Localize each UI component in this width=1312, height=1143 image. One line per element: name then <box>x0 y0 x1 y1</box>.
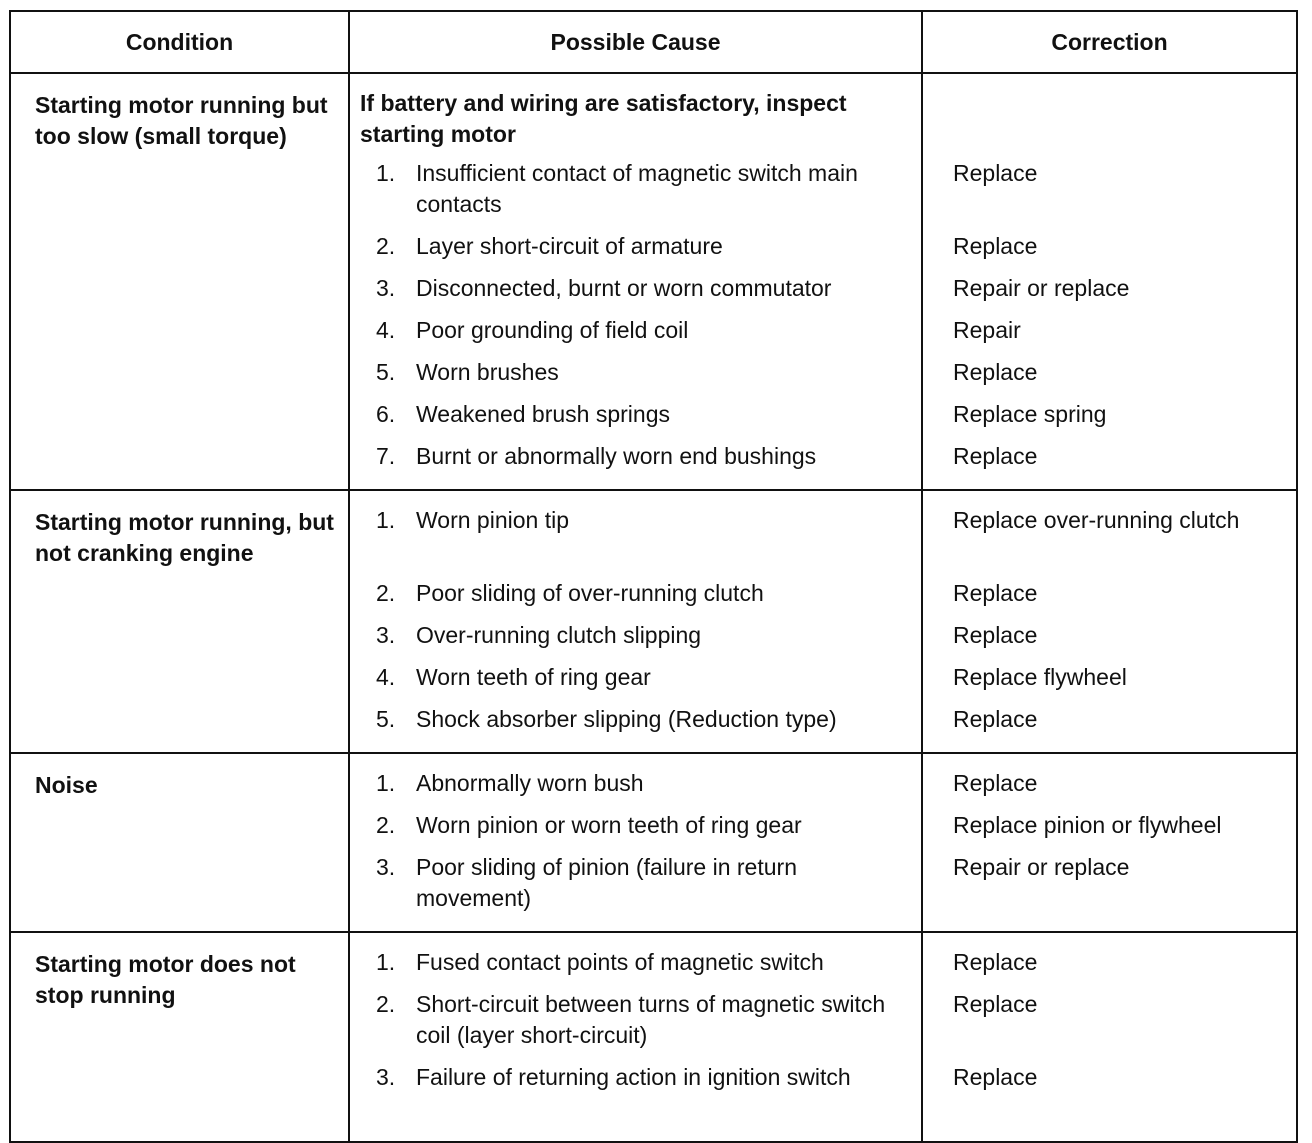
cause-text: Insufficient contact of magnetic switch main contacts <box>416 160 858 217</box>
item-number: 1. <box>376 770 396 796</box>
item-number: 3. <box>376 854 396 880</box>
cause-text: Weakened brush springs <box>416 401 670 427</box>
cause-text: Failure of returning action in ignition switch <box>416 1064 851 1090</box>
cause-text: Poor grounding of field coil <box>416 317 689 343</box>
condition-cell: Starting motor running but too slow (small torque) <box>10 73 349 490</box>
cause-text: Poor sliding of over-running clutch <box>416 580 764 606</box>
correction-item: Repair or replace <box>953 854 1130 880</box>
cause-item <box>360 1062 915 1093</box>
cause-item <box>360 505 915 567</box>
cause-text: Disconnected, burnt or worn commutator <box>416 275 832 301</box>
correction-item: Replace <box>953 622 1038 648</box>
cause-item <box>360 158 915 220</box>
header-correction: Correction <box>922 11 1297 73</box>
item-number: 5. <box>376 359 396 385</box>
header-condition: Condition <box>10 11 349 73</box>
item-number: 3. <box>376 1064 396 1090</box>
correction-item: Replace <box>953 580 1038 606</box>
correction-cell <box>922 490 1297 753</box>
item-number: 2. <box>376 991 396 1017</box>
cause-text: Fused contact points of magnetic switch <box>416 949 824 975</box>
correction-item: Repair or replace <box>953 275 1130 301</box>
cause-item <box>360 315 915 346</box>
cause-text: Worn pinion tip <box>416 507 569 533</box>
cause-item <box>360 768 915 799</box>
item-number: 3. <box>376 622 396 648</box>
condition-cell: Noise <box>10 753 349 932</box>
item-number: 2. <box>376 812 396 838</box>
correction-cell <box>922 753 1297 932</box>
cause-item <box>360 399 915 430</box>
cause-cell <box>349 73 922 490</box>
cause-cell <box>349 490 922 753</box>
correction-item: Replace flywheel <box>953 664 1127 690</box>
condition-cell: Starting motor running, but not cranking engine <box>10 490 349 753</box>
cause-cell <box>349 753 922 932</box>
cause-item <box>360 441 915 472</box>
table-row <box>10 932 1297 1142</box>
correction-item: Replace <box>953 991 1038 1017</box>
item-number: 6. <box>376 401 396 427</box>
cause-item <box>360 357 915 388</box>
cause-text: Poor sliding of pinion (failure in return movement) <box>416 854 797 911</box>
correction-item: Replace <box>953 160 1038 186</box>
spacer <box>953 88 1290 158</box>
item-number: 1. <box>376 949 396 975</box>
correction-cell <box>922 932 1297 1142</box>
cause-item <box>360 810 915 841</box>
cause-text: Over-running clutch slipping <box>416 622 702 648</box>
correction-item: Replace <box>953 359 1038 385</box>
cause-item <box>360 578 915 609</box>
correction-cell <box>922 73 1297 490</box>
correction-item: Replace <box>953 233 1038 259</box>
cause-text: Abnormally worn bush <box>416 770 644 796</box>
item-number: 4. <box>376 317 396 343</box>
header-possible-cause: Possible Cause <box>349 11 922 73</box>
troubleshooting-table <box>9 10 1298 1143</box>
cause-item <box>360 231 915 262</box>
cause-text: Burnt or abnormally worn end bushings <box>416 443 817 469</box>
cause-text: Short-circuit between turns of magnetic switch coil (layer short-circuit) <box>416 991 886 1048</box>
header-row <box>10 11 1297 73</box>
correction-item: Replace <box>953 949 1038 975</box>
item-number: 5. <box>376 706 396 732</box>
correction-item: Replace <box>953 443 1038 469</box>
correction-item: Replace spring <box>953 401 1107 427</box>
cause-item <box>360 662 915 693</box>
item-number: 4. <box>376 664 396 690</box>
correction-item: Replace pinion or flywheel <box>953 812 1222 838</box>
cause-item <box>360 273 915 304</box>
condition-cell: Starting motor does not stop running <box>10 932 349 1142</box>
cause-intro: If battery and wiring are satisfactory, inspect starting motor <box>360 90 847 147</box>
item-number: 7. <box>376 443 396 469</box>
correction-item: Replace <box>953 770 1038 796</box>
item-number: 3. <box>376 275 396 301</box>
cause-item <box>360 852 915 914</box>
cause-text: Worn brushes <box>416 359 559 385</box>
item-number: 1. <box>376 507 396 533</box>
correction-item: Replace over-running clutch <box>953 507 1240 533</box>
correction-item: Replace <box>953 706 1038 732</box>
cause-text: Layer short-circuit of armature <box>416 233 723 259</box>
table-row <box>10 73 1297 490</box>
cause-item <box>360 989 915 1051</box>
item-number: 1. <box>376 160 396 186</box>
correction-item: Replace <box>953 1064 1038 1090</box>
cause-cell <box>349 932 922 1142</box>
item-number: 2. <box>376 580 396 606</box>
correction-item: Repair <box>953 317 1021 343</box>
cause-item <box>360 947 915 978</box>
cause-item <box>360 620 915 651</box>
cause-item <box>360 704 915 735</box>
cause-text: Worn teeth of ring gear <box>416 664 651 690</box>
table-row <box>10 753 1297 932</box>
table-row <box>10 490 1297 753</box>
cause-text: Shock absorber slipping (Reduction type) <box>416 706 837 732</box>
cause-text: Worn pinion or worn teeth of ring gear <box>416 812 802 838</box>
item-number: 2. <box>376 233 396 259</box>
